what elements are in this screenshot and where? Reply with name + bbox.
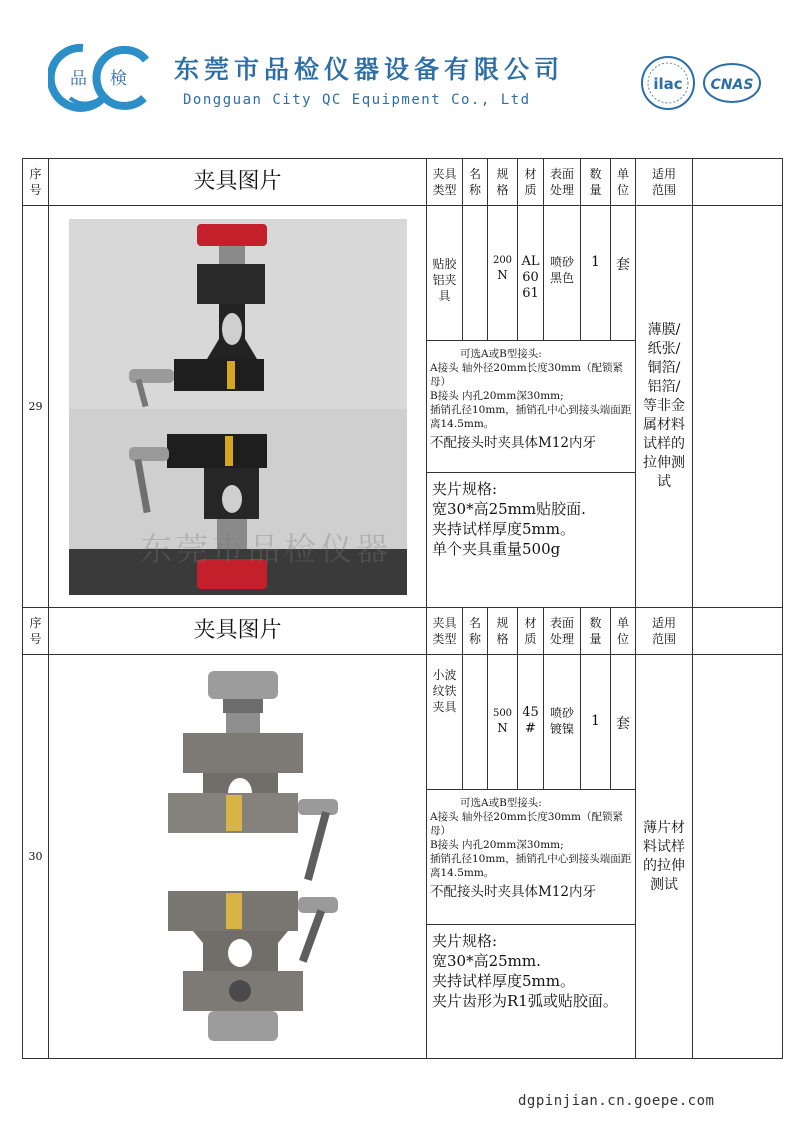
- header-image: 夹具图片: [49, 608, 427, 655]
- header-surface: 表面 处理: [544, 159, 581, 206]
- fixture-material: AL 60 61: [518, 206, 544, 341]
- watermark: 东莞市品检仪器: [140, 530, 393, 568]
- company-name-cn: 东莞市品检仪器设备有限公司: [174, 55, 565, 84]
- header-type: 夹具 类型: [427, 608, 463, 655]
- connector-notes: 可选A或B型接头: A接头 轴外径20mm长度30mm（配锁紧母） B接头 内孔20mm深30mm; 插销孔径10mm，插销孔中心到接头端面距离14.5mm。 不配接头时夹具体M12内牙: [427, 790, 636, 925]
- header-apply: 适用 范围: [636, 159, 693, 206]
- fixture-material: 45 #: [518, 655, 544, 790]
- header-unit: 单 位: [611, 159, 636, 206]
- jaw-spec: 夹片规格: 宽30*高25mm. 夹持试样厚度5mm。 夹片齿形为R1弧或贴胶面。: [427, 925, 636, 1059]
- header-seq: 序 号: [23, 608, 49, 655]
- fixture-capacity: 500 N: [488, 655, 518, 790]
- fixture-photo-cell: [49, 655, 427, 1059]
- fixture-extra: [693, 206, 783, 608]
- table-row: [23, 655, 783, 790]
- header-unit: 单 位: [611, 608, 636, 655]
- document-header: [0, 0, 793, 140]
- table-row: [23, 206, 783, 341]
- fixture-surface: 喷砂 镀镍: [544, 655, 581, 790]
- fixture-type: 小波 纹铁 夹具: [427, 655, 463, 790]
- fixture-capacity: 200 N: [488, 206, 518, 341]
- cnas-text: CNAS: [710, 77, 754, 93]
- row-seq: 30: [23, 655, 49, 1059]
- header-apply: 适用 范围: [636, 608, 693, 655]
- fixture-unit: 套: [611, 206, 636, 341]
- jaw-spec: 夹片规格: 宽30*高25mm贴胶面. 夹持试样厚度5mm。 单个夹具重量500g: [427, 473, 636, 608]
- logo-char-jian: 検: [110, 69, 127, 89]
- header-material: 材 质: [518, 159, 544, 206]
- header-surface: 表面 处理: [544, 608, 581, 655]
- header-row: [23, 159, 783, 206]
- fixture-surface: 喷砂 黑色: [544, 206, 581, 341]
- footer-url: dgpinjian.cn.goepe.com: [518, 1093, 715, 1109]
- header-extra: [693, 608, 783, 655]
- ilac-text: ilac: [653, 75, 683, 93]
- company-logo: [48, 42, 153, 112]
- fixture-extra: [693, 655, 783, 1059]
- header-type: 夹具 类型: [427, 159, 463, 206]
- header-spec: 规 格: [488, 159, 518, 206]
- fixture-unit: 套: [611, 655, 636, 790]
- fixture-photo-wave-iron-clamp: [108, 671, 368, 1043]
- fixture-apply: 薄片材 料试样 的拉伸 测试: [636, 655, 693, 1059]
- header-extra: [693, 159, 783, 206]
- fixture-type: 贴胶 铝夹 具: [427, 206, 463, 341]
- fixture-apply: 薄膜/ 纸张/ 铜箔/ 铝箔/ 等非金 属材料 试样的 拉伸测 试: [636, 206, 693, 608]
- header-spec: 规 格: [488, 608, 518, 655]
- connector-notes: 可选A或B型接头: A接头 轴外径20mm长度30mm（配锁紧母） B接头 内孔20mm深30mm; 插销孔径10mm，插销孔中心到接头端面距离14.5mm。 不配接头时夹具体M12内牙: [427, 341, 636, 473]
- header-row: [23, 608, 783, 655]
- header-qty: 数 量: [581, 608, 611, 655]
- header-name: 名 称: [463, 608, 488, 655]
- header-material: 材 质: [518, 608, 544, 655]
- row-seq: 29: [23, 206, 49, 608]
- company-name-en: Dongguan City QC Equipment Co., Ltd: [183, 92, 531, 108]
- fixture-qty: 1: [581, 655, 611, 790]
- header-name: 名 称: [463, 159, 488, 206]
- header-image: 夹具图片: [49, 159, 427, 206]
- fixture-name: [463, 655, 488, 790]
- logo-char-pin: 品: [70, 69, 87, 89]
- cnas-logo: [702, 62, 762, 104]
- fixture-name: [463, 206, 488, 341]
- fixture-table: [22, 158, 783, 1059]
- header-qty: 数 量: [581, 159, 611, 206]
- header-seq: 序 号: [23, 159, 49, 206]
- fixture-qty: 1: [581, 206, 611, 341]
- ilac-logo: [640, 55, 696, 111]
